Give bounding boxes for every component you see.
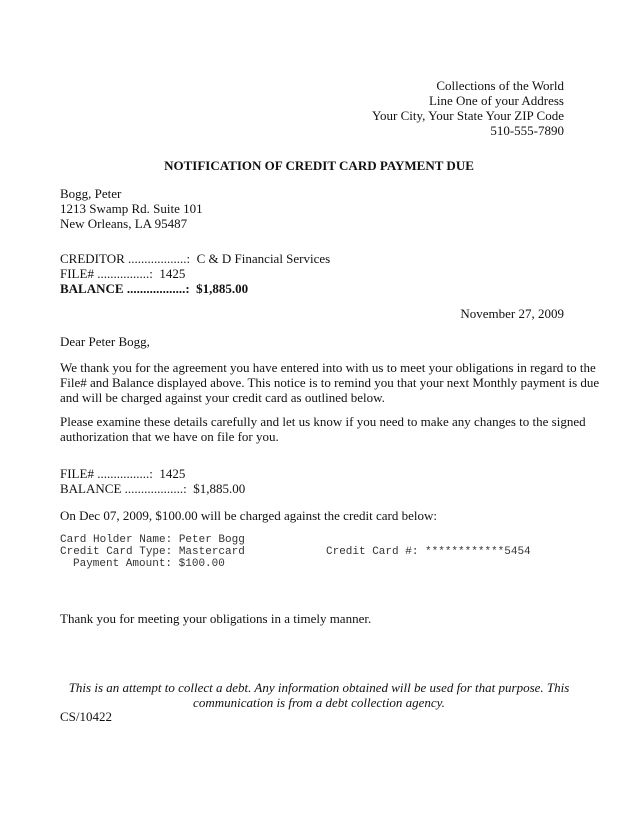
balance-row bbox=[60, 281, 330, 296]
recipient-street: 1213 Swamp Rd. Suite 101 bbox=[60, 201, 203, 216]
charge-notice: On Dec 07, 2009, $100.00 will be charged against the credit card below: bbox=[60, 508, 438, 523]
file-row bbox=[60, 266, 330, 281]
card-number-row bbox=[326, 546, 531, 558]
recipient-name: Bogg, Peter bbox=[60, 186, 122, 201]
sender-phone: 510-555-7890 bbox=[490, 123, 564, 138]
summary-balance-value: $1,885.00 bbox=[193, 481, 246, 496]
summary-file-label: FILE# ................: bbox=[60, 466, 153, 481]
debt-collection-disclaimer bbox=[0, 680, 638, 710]
card-holder-row bbox=[60, 534, 245, 546]
payment-amount-label: Payment Amount: bbox=[73, 558, 173, 570]
summary-file-row bbox=[60, 466, 245, 481]
card-number-label: Credit Card #: bbox=[326, 546, 419, 558]
recipient-address bbox=[60, 186, 203, 231]
paragraph-line: and will be charged against your credit card as outlined below. bbox=[60, 390, 385, 405]
creditor-value: C & D Financial Services bbox=[196, 251, 331, 266]
sender-company: Collections of the World bbox=[436, 78, 564, 93]
summary-details bbox=[60, 466, 245, 496]
paragraph-line: File# and Balance displayed above. This notice is to remind you that your next Monthly payment is due bbox=[60, 375, 600, 390]
paragraph-line: We thank you for the agreement you have entered into with us to meet your obligations in regard to the bbox=[60, 360, 596, 375]
paragraph-line: authorization that we have on file for you. bbox=[60, 429, 279, 444]
paragraph-examine bbox=[60, 414, 586, 444]
card-holder-value: Peter Bogg bbox=[178, 534, 245, 546]
balance-label: BALANCE ..................: bbox=[60, 281, 190, 296]
file-label: FILE# ................: bbox=[60, 266, 153, 281]
card-type-value: Mastercard bbox=[178, 546, 245, 558]
creditor-row bbox=[60, 251, 330, 266]
reference-code: CS/10422 bbox=[60, 709, 113, 724]
disclaimer-line: This is an attempt to collect a debt. Any information obtained will be used for that purpose. This bbox=[68, 680, 570, 695]
salutation: Dear Peter Bogg, bbox=[60, 334, 150, 349]
letter-date: November 27, 2009 bbox=[460, 306, 564, 321]
payment-amount-row bbox=[73, 558, 225, 570]
card-type-row bbox=[60, 546, 245, 558]
balance-value: $1,885.00 bbox=[196, 281, 249, 296]
card-type-label: Credit Card Type: bbox=[60, 546, 173, 558]
file-value: 1425 bbox=[159, 266, 186, 281]
card-number-value: ************5454 bbox=[425, 546, 531, 558]
sender-city-state-zip: Your City, Your State Your ZIP Code bbox=[371, 108, 564, 123]
paragraph-line: Please examine these details carefully and let us know if you need to make any changes to the signed bbox=[60, 414, 586, 429]
sender-address-line: Line One of your Address bbox=[428, 93, 564, 108]
account-details bbox=[60, 251, 330, 296]
disclaimer-line: communication is from a debt collection agency. bbox=[193, 695, 445, 710]
summary-balance-row bbox=[60, 481, 245, 496]
recipient-city: New Orleans, LA 95487 bbox=[60, 216, 188, 231]
summary-file-value: 1425 bbox=[159, 466, 186, 481]
creditor-label: CREDITOR ..................: bbox=[60, 251, 191, 266]
card-holder-label: Card Holder Name: bbox=[60, 534, 173, 546]
sender-address bbox=[372, 78, 564, 138]
letter-title: NOTIFICATION OF CREDIT CARD PAYMENT DUE bbox=[164, 158, 474, 173]
summary-balance-label: BALANCE ..................: bbox=[60, 481, 187, 496]
closing-line: Thank you for meeting your obligations in a timely manner. bbox=[60, 611, 372, 626]
paragraph-agreement bbox=[60, 360, 600, 405]
payment-amount-value: $100.00 bbox=[178, 558, 225, 570]
